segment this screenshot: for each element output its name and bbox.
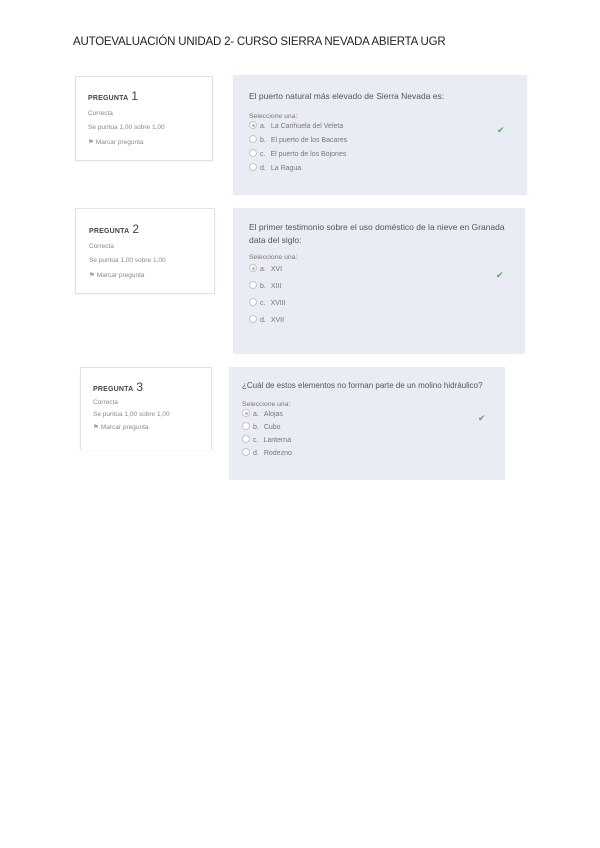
radio-icon[interactable] — [249, 298, 257, 306]
answer-prompt: Seleccione una: — [242, 401, 291, 408]
flag-question-link[interactable]: ⚑ Marcar pregunta — [88, 139, 144, 146]
question-content-3 — [229, 367, 505, 480]
flag-icon: ⚑ — [88, 139, 94, 146]
radio-icon[interactable] — [249, 149, 257, 157]
question-text: ¿Cuál de estos elementos no forman parte de un molino hidráulico? — [242, 381, 483, 390]
radio-checked-icon[interactable] — [249, 121, 257, 129]
radio-icon[interactable] — [242, 448, 250, 456]
radio-icon[interactable] — [242, 422, 250, 430]
answer-option-b[interactable]: b. XIII — [249, 278, 509, 295]
answer-option-c[interactable]: c. El puerto de los Bojones — [249, 148, 527, 162]
radio-icon[interactable] — [249, 163, 257, 171]
answer-option-c[interactable]: c. XVIII — [249, 295, 509, 312]
radio-checked-icon[interactable] — [249, 264, 257, 272]
question-info-2 — [75, 208, 215, 294]
document-title: AUTOEVALUACIÓN UNIDAD 2- CURSO SIERRA NEVADA ABIERTA UGR — [73, 36, 446, 48]
question-label: PREGUNTA 2 — [89, 222, 140, 236]
question-number: 2 — [132, 222, 140, 236]
question-info-1 — [75, 76, 213, 161]
question-score: Se puntúa 1,00 sobre 1,00 — [89, 257, 166, 264]
question-content-1 — [233, 75, 527, 195]
answer-option-a[interactable]: a. La Carihuela del Veleta — [249, 120, 527, 134]
question-text: El primer testimonio sobre el uso doméstico de la nieve en Granada data del siglo: — [249, 222, 505, 245]
question-text: El puerto natural más elevado de Sierra Nevada es: — [249, 91, 445, 101]
check-icon: ✔ — [478, 413, 486, 423]
answer-prompt: Seleccione una: — [249, 254, 298, 261]
question-status: Correcta — [89, 243, 114, 250]
question-content-2 — [233, 208, 525, 354]
radio-checked-icon[interactable] — [242, 409, 250, 417]
question-number: 3 — [136, 380, 144, 394]
flag-icon: ⚑ — [93, 424, 99, 431]
answer-option-a[interactable]: a. Alojas — [242, 408, 505, 421]
answer-option-b[interactable]: b. El puerto de los Bacares — [249, 134, 527, 148]
question-label: PREGUNTA 3 — [93, 380, 144, 394]
question-label: PREGUNTA 1 — [88, 89, 139, 103]
answer-option-a[interactable]: a. XVI — [249, 261, 509, 278]
question-number: 1 — [131, 89, 139, 103]
check-icon: ✔ — [497, 125, 505, 135]
question-status: Correcta — [93, 399, 118, 406]
flag-icon: ⚑ — [89, 272, 95, 279]
flag-question-link[interactable]: ⚑ Marcar pregunta — [93, 424, 149, 431]
answer-option-c[interactable]: c. Lanterna — [242, 434, 505, 447]
radio-icon[interactable] — [242, 435, 250, 443]
answer-option-d[interactable]: d. XVII — [249, 312, 509, 329]
flag-question-link[interactable]: ⚑ Marcar pregunta — [89, 272, 145, 279]
answer-option-d[interactable]: d. Rodezno — [242, 447, 505, 460]
radio-icon[interactable] — [249, 315, 257, 323]
question-score: Se puntúa 1,00 sobre 1,00 — [93, 411, 170, 418]
question-score: Se puntúa 1,00 sobre 1,00 — [88, 124, 165, 131]
question-status: Correcta — [88, 110, 113, 117]
radio-icon[interactable] — [249, 135, 257, 143]
answer-prompt: Seleccione una: — [249, 113, 298, 120]
answer-option-d[interactable]: d. La Ragua — [249, 162, 527, 176]
question-info-3 — [80, 367, 212, 450]
check-icon: ✔ — [496, 270, 504, 280]
radio-icon[interactable] — [249, 281, 257, 289]
answer-option-b[interactable]: b. Cubo — [242, 421, 505, 434]
